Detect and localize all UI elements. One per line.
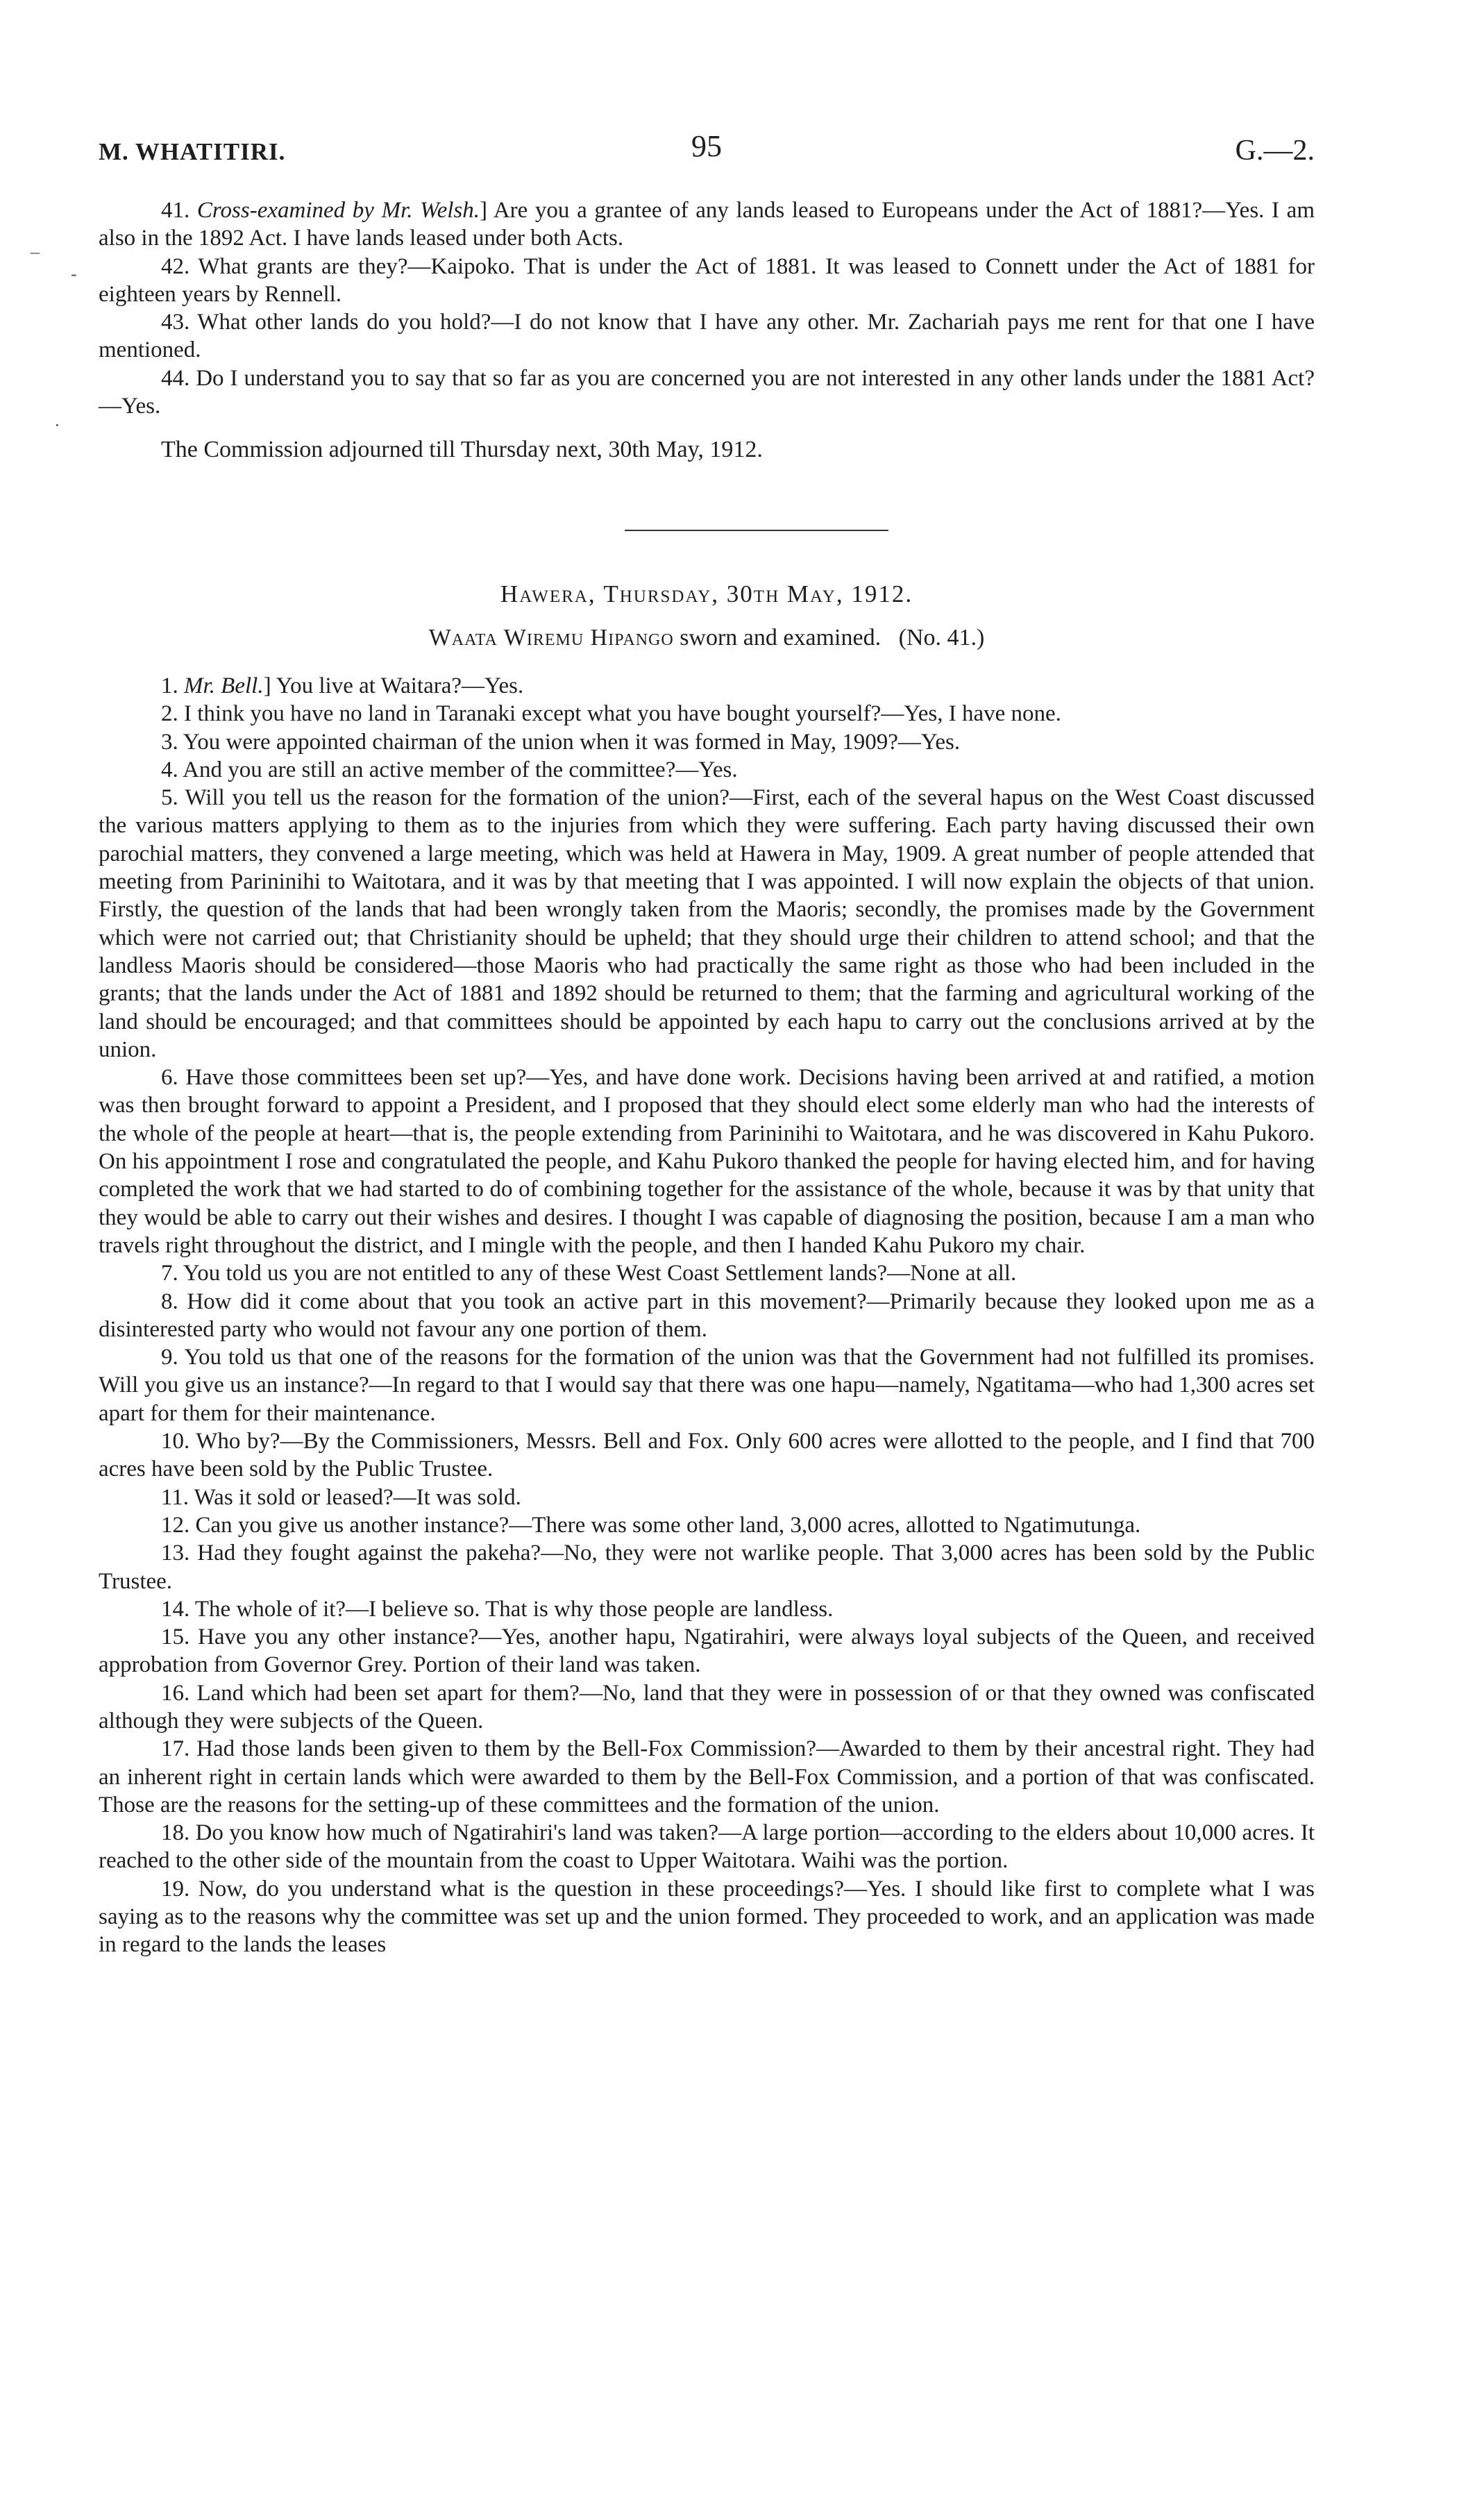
margin-mark: – [31,242,40,262]
margin-mark: · [54,415,60,435]
question-6: 6. Have those committees been set up?—Yes, and have done work. Decisions having been arrived at and ratified, a motion was then brought forward to appoint a President, and I proposed that they should elect some elderly man who had the interests of the whole of the people at heart—that is, the people extending from Parininihi to Waitotara, and he was discovered in Kahu Pukoro. On his appointment I rose and congratulated the people, and Kahu Pukoro thanked the people for having elected him, and for having completed the work that we had started to do of combining together for the assistance of the whole, because it was by that unity that they would be able to carry out their wishes and desires. I thought I was capable of diagnosing the position, because I am a man who travels right throughout the district, and I mingle with the people, and then I handed Kahu Pukoro my chair. [99,1065,1315,1258]
question-10: 10. Who by?—By the Commissioners, Messrs. Bell and Fox. Only 600 acres were allotted to the people, and I find that 700 acres have been sold by the Public Trustee. [99,1429,1315,1482]
adjournment-notice: The Commission adjourned till Thursday next, 30th May, 1912. [161,437,763,462]
witness-heading: Waata Wiremu Hipango sworn and examined. (No. 41.) [428,625,985,650]
question-13: 13. Had they fought against the pakeha?—No, they were not warlike people. That 3,000 acres has been sold by the Public Trustee. [99,1541,1315,1594]
question-17: 17. Had those lands been given to them by the Bell-Fox Commission?—Awarded to them by their ancestral right. They had an inherent right in certain lands which were awarded to them by the Bell-Fox Commission, and a portion of that was confiscated. Those are the reasons for the setting-up of these committees and the formation of the union. [99,1736,1315,1818]
session-heading: Hawera, Thursday, 30th May, 1912. [500,580,913,607]
question-2: 2. I think you have no land in Taranaki except what you have bought yourself?—Yes, I have none. [161,701,1061,727]
witness-number: (No. 41.) [898,625,985,650]
witness-name: Waata Wiremu Hipango [428,625,674,650]
question-4: 4. And you are still an active member of the committee?—Yes. [161,757,738,782]
question-9: 9. You told us that one of the reasons for the formation of the union was that the Government had not fulfilled its promises. Will you give us an instance?—In regard to that I would say that there was one hapu—namely, Ngatitama—who had 1,300 acres set apart for them for their maintenance. [99,1345,1315,1426]
question-18: 18. Do you know how much of Ngatirahiri's land was taken?—A large portion—according to the elders about 10,000 acres. It reached to the other side of the mountain from the coast to Upper Waitotara. Waihi was the portion. [99,1820,1315,1874]
examination-section [99,672,1315,1959]
question-14: 14. The whole of it?—I believe so. That is why those people are landless. [161,1596,834,1622]
question-42: 42. What grants are they?—Kaipoko. That is under the Act of 1881. It was leased to Connett under the Act of 1881 for eighteen years by Rennell. [99,253,1315,307]
question-8: 8. How did it come about that you took an active part in this movement?—Primarily because they looked upon me as a disinterested party who would not favour any one portion of them. [99,1289,1315,1342]
question-3: 3. You were appointed chairman of the union when it was formed in May, 1909?—Yes. [161,729,961,755]
page-header [99,128,1315,170]
question-7: 7. You told us you are not entitled to any of these West Coast Settlement lands?—None at all. [161,1261,1017,1286]
question-5: 5. Will you tell us the reason for the formation of the union?—First, each of the several hapus on the West Coast discussed the various matters applying to them as to the injuries from which they were suffering. Each party having discussed their own parochial matters, they convened a large meeting, which was held at Hawera in May, 1909. A great number of people attended that meeting from Parininihi to Waitotara, and it was by that meeting that I was appointed. I will now explain the objects of that union. Firstly, the question of the lands that had been wrongly taken from the Maoris; secondly, the promises made by the Government which were not carried out; that Christianity should be upheld; that they should urge their children to attend school; and that the landless Maoris should be considered—those Maoris who had practically the same right as those who had been included in the grants; that the lands under the Act of 1881 and 1892 should be returned to them; that the farming and agricultural working of the land should be encouraged; and that committees should be appointed by each hapu to carry out the conclusions arrived at by the union. [99,785,1315,1062]
question-16: 16. Land which had been set apart for them?—No, land that they were in possession of or that they owned was confiscated although they were subjects of the Queen. [99,1680,1315,1734]
document-reference: G.—2. [1235,135,1315,167]
margin-mark: - [71,264,77,284]
page-number: 95 [691,129,722,163]
question-19: 19. Now, do you understand what is the question in these proceedings?—Yes. I should like first to complete what I was saying as to the reasons why the committee was set up and the union formed. They proceeded to work, and an application was made in regard to the lands the leases [99,1876,1315,1958]
question-1: 1. Mr. Bell.] You live at Waitara?—Yes. [161,673,524,698]
header-witness-name: M. WHATITIRI. [99,138,286,165]
cross-examination-section [99,196,1315,420]
question-11: 11. Was it sold or leased?—It was sold. [161,1484,521,1510]
question-15: 15. Have you any other instance?—Yes, another hapu, Ngatirahiri, were always loyal subjects of the Queen, and received approbation from Governor Grey. Portion of their land was taken. [99,1625,1315,1678]
question-44: 44. Do I understand you to say that so far as you are concerned you are not interested in any other lands under the 1881 Act?—Yes. [99,365,1315,419]
question-12: 12. Can you give us another instance?—There was some other land, 3,000 acres, allotted to Ngatimutunga. [161,1512,1141,1538]
question-43: 43. What other lands do you hold?—I do not know that I have any other. Mr. Zachariah pays me rent for that one I have mentioned. [99,310,1315,363]
section-divider [625,530,888,531]
question-41: 41. Cross-examined by Mr. Welsh.] Are you a grantee of any lands leased to Europeans under the Act of 1881?—Yes. I am also in the 1892 Act. I have lands leased under both Acts. [99,198,1315,251]
